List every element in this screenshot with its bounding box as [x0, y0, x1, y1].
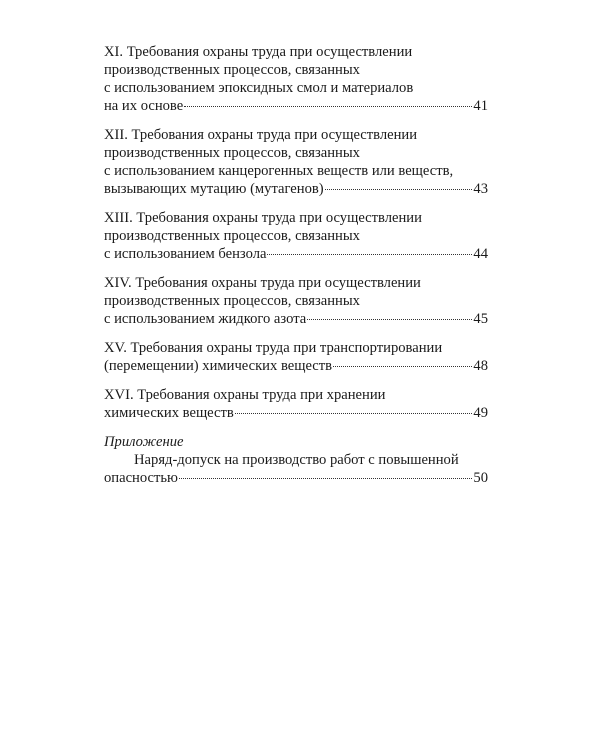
page-number: 43 [473, 181, 488, 197]
toc-entry-last-line [104, 180, 488, 198]
toc-entry-line: с использованием жидкого азота [104, 311, 307, 327]
toc-entry-line: на их основе [104, 98, 184, 114]
toc-entry-xvi[interactable] [104, 386, 488, 422]
toc-entry-appendix[interactable] [104, 433, 488, 487]
toc-entry-last-line [104, 245, 488, 263]
toc-entry-last-line [104, 357, 488, 375]
toc-entry-xii[interactable] [104, 126, 488, 198]
toc-entry-line: с использованием бензола [104, 246, 267, 262]
toc-entry-line: опасностью [104, 470, 178, 486]
toc-entry-xv[interactable] [104, 339, 488, 375]
dot-leader [267, 254, 472, 255]
page-number: 44 [473, 246, 488, 262]
toc-entry-line: (перемещении) химических веществ [104, 358, 333, 374]
toc-entry-line: XIII. Требования охраны труда при осуществлении [104, 210, 422, 226]
toc-entry-line: XIV. Требования охраны труда при осуществлении [104, 275, 421, 291]
toc-entry-line: XII. Требования охраны труда при осуществлении [104, 127, 418, 143]
toc-entry-last-line [104, 97, 488, 115]
toc-entry-line: с использованием эпоксидных смол и материалов [104, 80, 414, 96]
dot-leader [184, 106, 472, 107]
page-number: 50 [473, 470, 488, 486]
dot-leader [179, 478, 472, 479]
toc-entry-line: химических веществ [104, 405, 234, 421]
toc-entry-xi[interactable] [104, 43, 488, 115]
toc-entry-line: вызывающих мутацию (мутагенов) [104, 181, 324, 197]
page-number: 48 [473, 358, 488, 374]
toc-entry-line: производственных процессов, связанных [104, 228, 360, 244]
table-of-contents [104, 43, 488, 498]
toc-entry-line: XI. Требования охраны труда при осуществлении [104, 44, 413, 60]
page-number: 49 [473, 405, 488, 421]
toc-entry-line: XV. Требования охраны труда при транспортировании [104, 340, 443, 356]
toc-entry-last-line [104, 310, 488, 328]
toc-entry-xiii[interactable] [104, 209, 488, 263]
page-number: 45 [473, 311, 488, 327]
appendix-title: Приложение [104, 434, 184, 450]
dot-leader [325, 189, 473, 190]
page-number: 41 [473, 98, 488, 114]
toc-entry-xiv[interactable] [104, 274, 488, 328]
dot-leader [235, 413, 473, 414]
dot-leader [333, 366, 472, 367]
toc-entry-line: производственных процессов, связанных [104, 293, 360, 309]
toc-entry-line: XVI. Требования охраны труда при хранении [104, 387, 386, 403]
toc-entry-line: с использованием канцерогенных веществ или веществ, [104, 163, 454, 179]
dot-leader [307, 319, 472, 320]
toc-entry-line: производственных процессов, связанных [104, 145, 360, 161]
toc-entry-last-line [104, 404, 488, 422]
toc-entry-line: производственных процессов, связанных [104, 62, 360, 78]
toc-entry-last-line [104, 469, 488, 487]
toc-entry-line: Наряд-допуск на производство работ с повышенной [134, 452, 459, 468]
